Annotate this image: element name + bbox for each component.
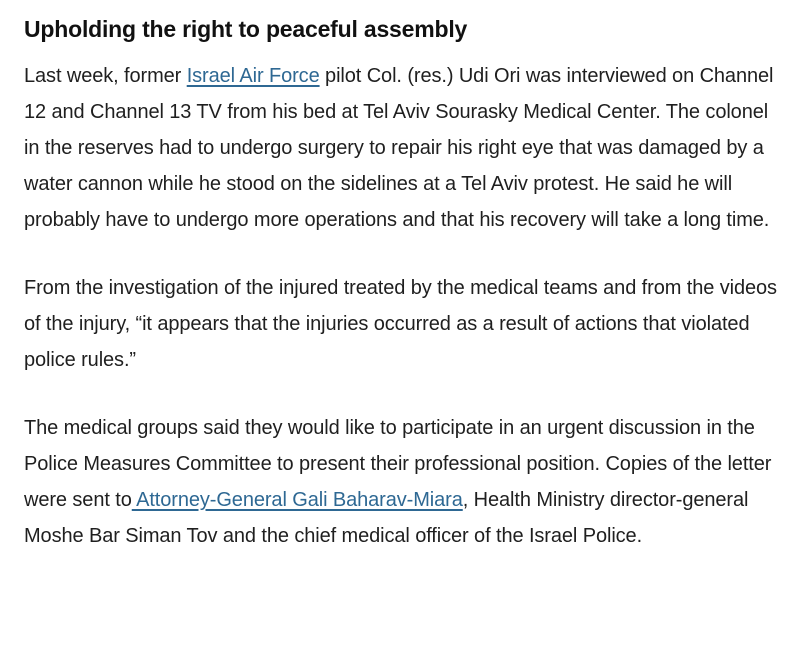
israel-air-force-link[interactable]: Israel Air Force bbox=[186, 65, 320, 87]
paragraph-1-text-end: pilot Col. (res.) Udi Ori was interviewed on Channel 12 and Channel 13 TV from his bed at Tel Aviv Sourasky Medical Center. The colonel in the reserves had to undergo surgery to repair his right eye that was damaged by a water cannon while he stood on the sidelines at a Tel Aviv protest. He said he will probably have to undergo more operations and that his recovery will take a long time. bbox=[24, 65, 774, 231]
paragraph-2: From the investigation of the injured treated by the medical teams and from the videos of the injury, “it appears that the injuries occurred as a result of actions that violated police rules.” bbox=[24, 277, 777, 371]
paragraph-1 bbox=[24, 58, 783, 238]
section-heading: Upholding the right to peaceful assembly bbox=[24, 16, 468, 42]
paragraph-1-text-start: Last week, former bbox=[24, 65, 187, 87]
paragraph-3 bbox=[24, 410, 783, 554]
attorney-general-link[interactable]: Attorney-General Gali Baharav-Miara bbox=[131, 489, 463, 511]
paragraph-3-text-end: , Health Ministry director-general Moshe Bar Siman Tov and the chief medical officer of the Israel Police. bbox=[24, 489, 749, 547]
paragraph-3-text-start: The medical groups said they would like to participate in an urgent discussion in the Police Measures Committee to present their professional position. Copies of the letter were sent to bbox=[24, 417, 772, 511]
